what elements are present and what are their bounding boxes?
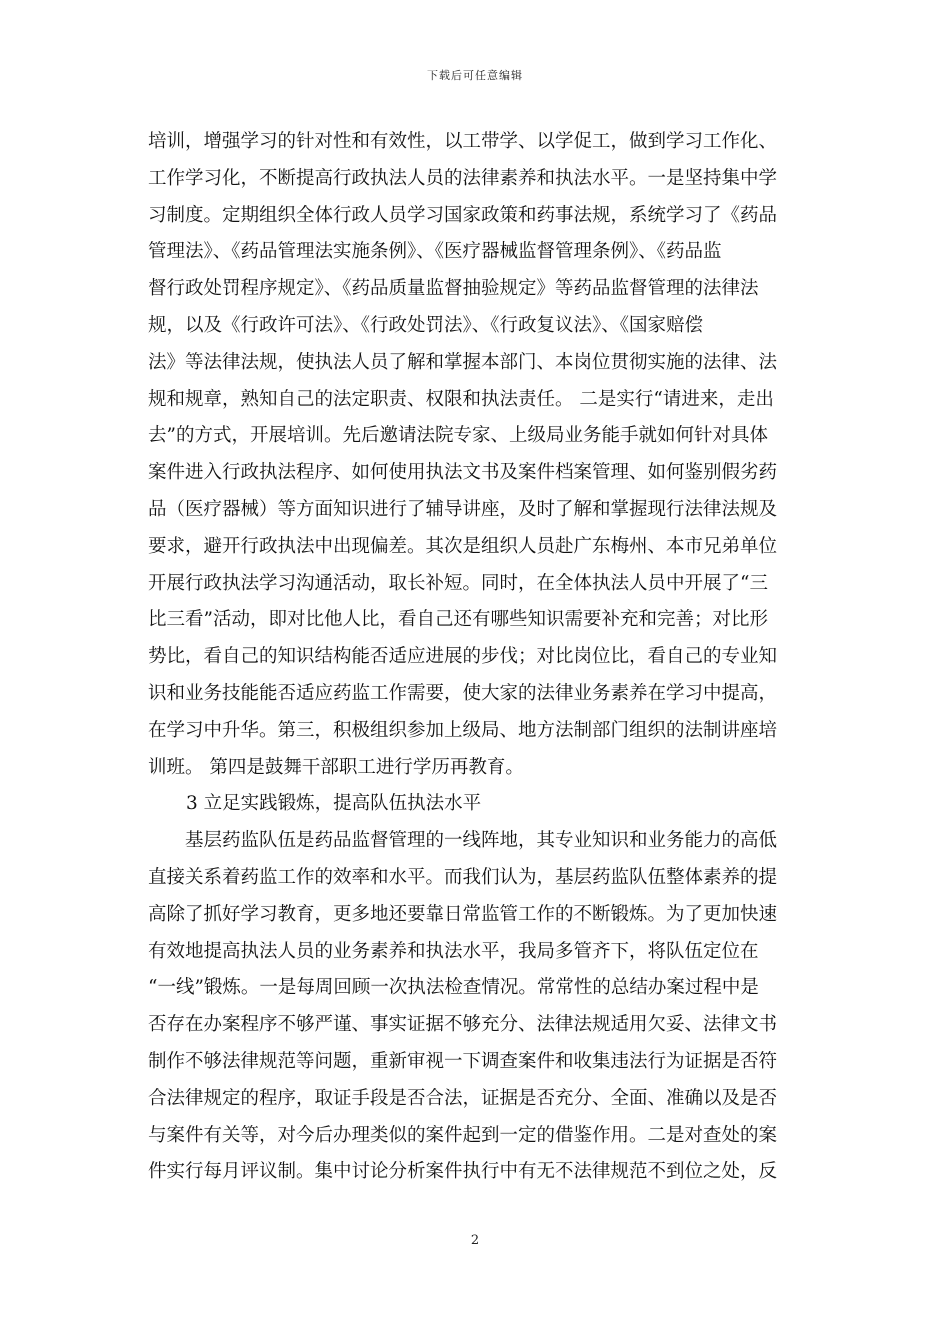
page-number: 2	[470, 1233, 480, 1248]
paragraph-training	[148, 124, 813, 786]
text-line: 规和规章，熟知自己的法定职责、权限和执法责任。 二是实行“请进来，走出	[148, 388, 774, 410]
text-line: 去”的方式，开展培训。先后邀请法院专家、上级局业务能手就如何针对具体	[148, 425, 768, 447]
text-line: 要求，避开行政执法中出现偏差。其次是组织人员赴广东梅州、本市兄弟单位	[148, 535, 778, 557]
text-line: 品（医疗器械）等方面知识进行了辅导讲座，及时了解和掌握现行法律法规及	[148, 498, 778, 520]
text-line: 合法律规定的程序，取证手段是否合法，证据是否充分、全面、准确以及是否	[148, 1087, 778, 1109]
text-line: 否存在办案程序不够严谨、事实证据不够充分、法律法规适用欠妥、法律文书	[148, 1014, 778, 1036]
paragraph-practice	[148, 823, 813, 1191]
text-line: 与案件有关等，对今后办理类似的案件起到一定的借鉴作用。二是对查处的案	[148, 1124, 778, 1146]
section-heading: 3 立足实践锻炼，提高队伍执法水平	[186, 793, 482, 815]
text-line: 有效地提高执法人员的业务素养和执法水平，我局多管齐下，将队伍定位在	[148, 940, 759, 962]
text-line: 案件进入行政执法程序、如何使用执法文书及案件档案管理、如何鉴别假劣药	[148, 462, 778, 484]
text-line: 高除了抓好学习教育，更多地还要靠日常监管工作的不断锻炼。为了更加快速	[148, 903, 778, 925]
text-line: 法》等法律法规，使执法人员了解和掌握本部门、本岗位贯彻实施的法律、法	[148, 351, 778, 373]
text-line: 制作不够法律规范等问题，重新审视一下调查案件和收集违法行为证据是否符	[148, 1050, 778, 1072]
text-line: “一线”锻炼。一是每周回顾一次执法检查情况。常常性的总结办案过程中是	[148, 977, 759, 999]
text-line: 比三看”活动，即对比他人比，看自己还有哪些知识需要补充和完善；对比形	[148, 609, 768, 631]
text-line: 培训，增强学习的针对性和有效性，以工带学、以学促工，做到学习工作化、	[148, 131, 778, 152]
text-line: 管理法》、《药品管理法实施条例》、《医疗器械监督管理条例》、《药品监	[148, 241, 722, 263]
text-line: 在学习中升华。第三，积极组织参加上级局、地方法制部门组织的法制讲座培	[148, 719, 778, 741]
page-header: 下载后可任意编辑	[427, 69, 523, 82]
text-line: 规，以及《行政许可法》、《行政处罚法》、《行政复议法》、《国家赔偿	[148, 314, 704, 336]
text-line: 件实行每月评议制。集中讨论分析案件执行中有无不法律规范不到位之处，反	[148, 1161, 778, 1183]
document-body	[148, 124, 813, 1191]
text-line: 基层药监队伍是药品监督管理的一线阵地，其专业知识和业务能力的高低	[185, 830, 778, 852]
text-line: 识和业务技能能否适应药监工作需要，使大家的法律业务素养在学习中提高，	[148, 682, 778, 704]
text-line: 工作学习化，不断提高行政执法人员的法律素养和执法水平。一是坚持集中学	[148, 167, 778, 189]
text-line: 势比，看自己的知识结构能否适应进展的步伐；对比岗位比，看自己的专业知	[148, 646, 778, 668]
text-line: 习制度。定期组织全体行政人员学习国家政策和药事法规，系统学习了《药品	[148, 204, 778, 226]
text-line: 直接关系着药监工作的效率和水平。而我们认为，基层药监队伍整体素养的提	[148, 866, 778, 888]
text-line: 督行政处罚程序规定》、《药品质量监督抽验规定》等药品监督管理的法律法	[148, 278, 759, 300]
text-line: 开展行政执法学习沟通活动，取长补短。同时，在全体执法人员中开展了“三	[148, 572, 768, 594]
text-line: 训班。 第四是鼓舞干部职工进行学历再教育。	[148, 756, 524, 778]
